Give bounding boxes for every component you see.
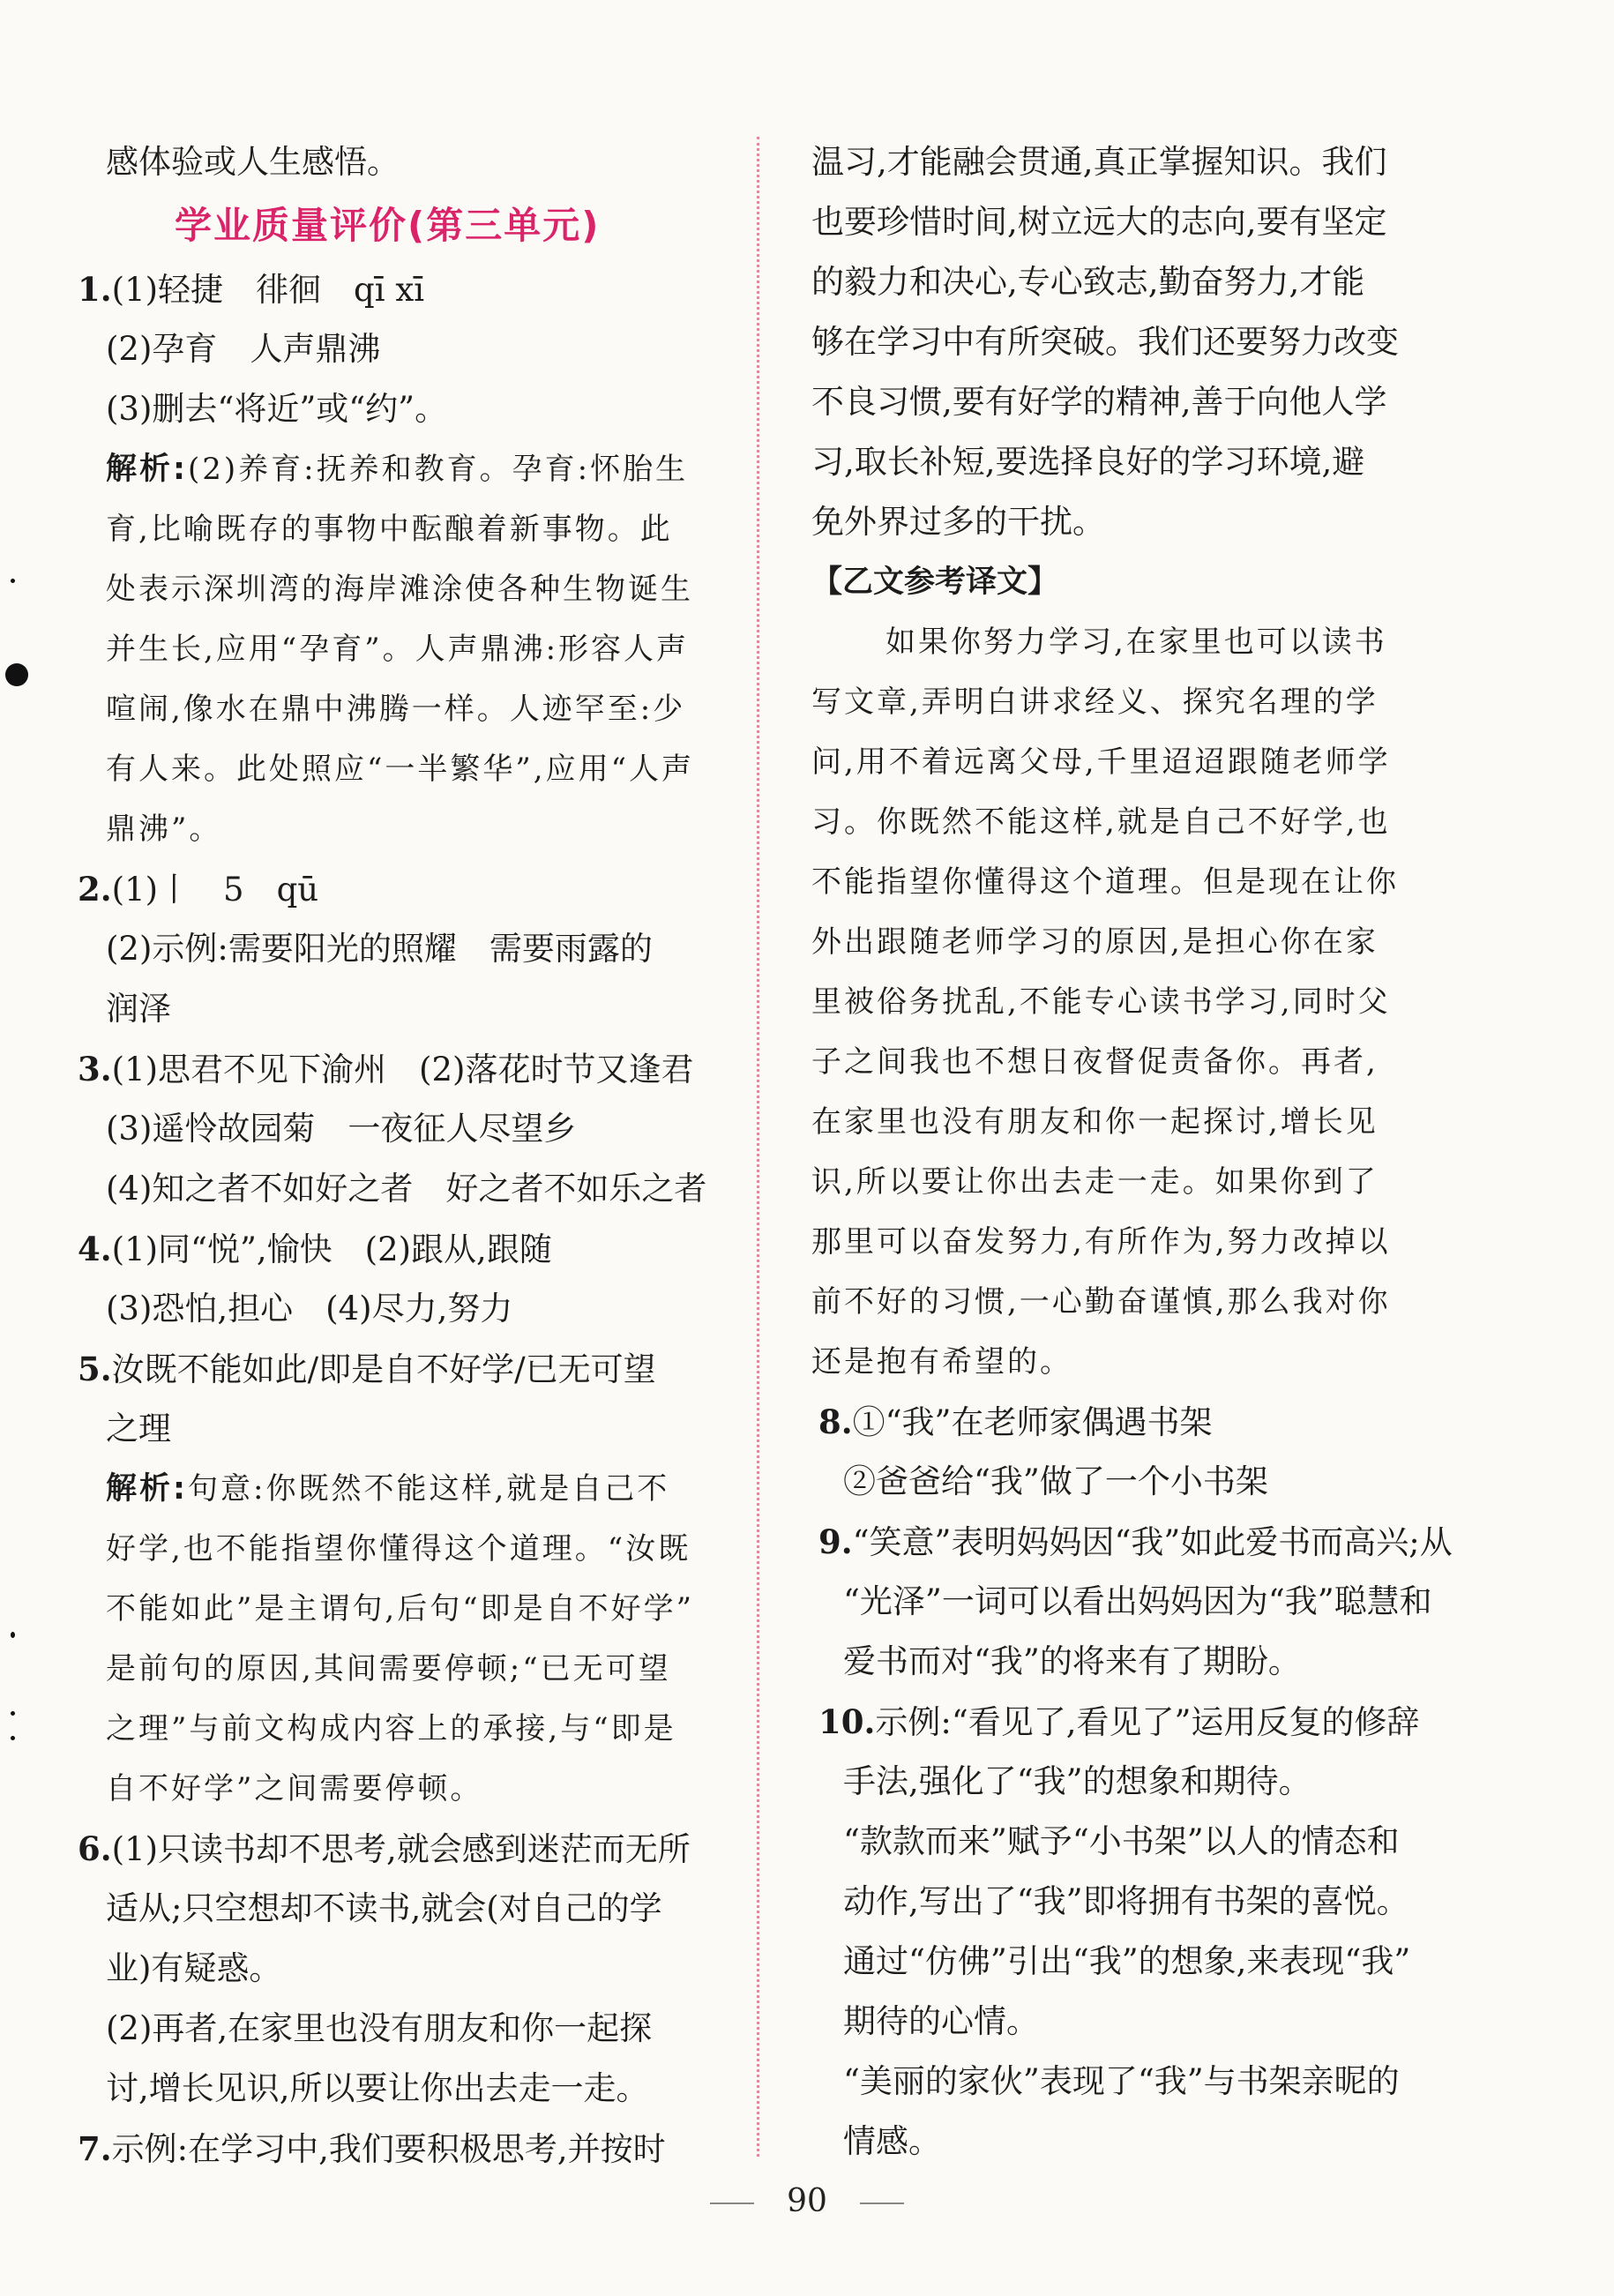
- explanation-line: 还是抱有希望的。: [811, 1344, 1072, 1380]
- answer-line: 手法,强化了“我”的想象和期待。: [843, 1762, 1311, 1800]
- question-number: 4.: [78, 1230, 112, 1268]
- question-number: 3.: [78, 1050, 112, 1088]
- explanation-line: 自不好学”之间需要停顿。: [106, 1771, 483, 1806]
- explanation-line: 喧闹,像水在鼎中沸腾一样。人迹罕至:少: [106, 692, 686, 727]
- question-line: [78, 1819, 748, 1879]
- explanation-line: 育,比喻既存的事物中酝酿着新事物。此: [106, 512, 673, 547]
- left-column: [78, 132, 748, 2179]
- scan-mark: [11, 1711, 15, 1716]
- question-line: [78, 1219, 748, 1279]
- text-line: 够在学习中有所突破。我们还要努力改变: [811, 323, 1399, 361]
- section-heading: 【乙文参考译文】: [811, 565, 1059, 600]
- question-number: 5.: [78, 1350, 112, 1388]
- answer-line: 通过“仿佛”引出“我”的想象,来表现“我”: [843, 1942, 1411, 1980]
- section-title: 学业质量评价(第三单元): [175, 204, 601, 247]
- question-line: [811, 1392, 1446, 1452]
- explanation-line: 在家里也没有朋友和你一起探讨,增长见: [811, 1104, 1379, 1140]
- text-line: 习,取长补短,要选择良好的学习环境,避: [811, 443, 1365, 481]
- explanation-line: 识,所以要让你出去走一走。如果你到了: [811, 1164, 1379, 1200]
- explanation-line: [78, 1459, 748, 1519]
- explanation-label: 解析:: [106, 1471, 188, 1507]
- question-number: 1.: [78, 270, 112, 309]
- explanation-line: 外出跟随老师学习的原因,是担心你在家: [811, 924, 1379, 960]
- question-number: 7.: [78, 2129, 112, 2168]
- answer-line: 润泽: [106, 990, 171, 1028]
- answer-line: (4)知之者不如好之者 好之者不如乐之者: [106, 1170, 707, 1208]
- explanation-text: (2)养育:抚养和教育。孕育:怀胎生: [188, 452, 689, 487]
- question-number: 9.: [818, 1522, 853, 1561]
- text-line: 也要珍惜时间,树立远大的志向,要有坚定: [811, 203, 1387, 241]
- explanation-line: 是前句的原因,其间需要停顿;“已无可望: [106, 1651, 671, 1686]
- answer-text: 汝既不能如此/即是自不好学/已无可望: [111, 1350, 656, 1388]
- answer-line: 感体验或人生感悟。: [106, 143, 400, 181]
- answer-line: (3)恐怕,担心 (4)尽力,努力: [106, 1290, 513, 1327]
- explanation-line: 里被俗务扰乱,不能专心读书学习,同时父: [811, 984, 1391, 1020]
- column-divider: [757, 137, 759, 2157]
- answer-line: (2)孕育 人声鼎沸: [106, 330, 381, 368]
- answer-line: 爱书而对“我”的将来有了期盼。: [843, 1642, 1301, 1680]
- answer-line: “光泽”一词可以看出妈妈因为“我”聪慧和: [843, 1582, 1432, 1620]
- answer-line: (2)再者,在家里也没有朋友和你一起探: [106, 2009, 653, 2047]
- scan-mark: [11, 1632, 15, 1638]
- question-number: 8.: [818, 1402, 853, 1441]
- answer-line: 情感。: [843, 2122, 941, 2160]
- question-line: [811, 1512, 1453, 1572]
- question-number: 6.: [78, 1829, 112, 1868]
- answer-line: “美丽的家伙”表现了“我”与书架亲昵的: [843, 2062, 1400, 2100]
- answer-line: (3)遥怜故园菊 一夜征人尽望乡: [106, 1110, 577, 1148]
- footer-dash-left: [710, 2203, 754, 2204]
- answer-line: 讨,增长见识,所以要让你出去走一走。: [106, 2069, 649, 2107]
- footer-dash-right: [860, 2203, 904, 2204]
- question-number: 2.: [78, 870, 112, 909]
- answer-line: “款款而来”赋予“小书架”以人的情态和: [843, 1822, 1400, 1860]
- answer-line: 之理: [106, 1410, 171, 1447]
- explanation-line: 那里可以奋发努力,有所作为,努力改掉以: [811, 1224, 1391, 1260]
- answer-line: ②爸爸给“我”做了一个小书架: [843, 1462, 1268, 1500]
- text-line: 不良习惯,要有好学的精神,善于向他人学: [811, 383, 1387, 421]
- explanation-line: 问,用不着远离父母,千里迢迢跟随老师学: [811, 744, 1391, 780]
- answer-text: 示例:“看见了,看见了”运用反复的修辞: [875, 1703, 1420, 1741]
- answer-text: (1)轻捷 徘徊 qī xī: [111, 271, 425, 309]
- explanation-line: 不能指望你懂得这个道理。但是现在让你: [811, 864, 1399, 900]
- explanation-line: 处表示深圳湾的海岸滩涂使各种生物诞生: [106, 572, 693, 607]
- answer-text: (1)只读书却不思考,就会感到迷茫而无所: [111, 1830, 691, 1868]
- answer-text: (1)同“悦”,愉快 (2)跟从,跟随: [111, 1230, 552, 1268]
- page-number: 90: [787, 2183, 827, 2219]
- explanation-line: 习。你既然不能这样,就是自己不好学,也: [811, 804, 1391, 840]
- scan-mark: [11, 1736, 15, 1740]
- answer-text: 示例:在学习中,我们要积极思考,并按时: [111, 2130, 666, 2168]
- scan-mark: [11, 579, 15, 583]
- explanation-line: 之理”与前文构成内容上的承接,与“即是: [106, 1711, 676, 1746]
- explanation-line: 前不好的习惯,一心勤奋谨慎,那么我对你: [811, 1284, 1391, 1320]
- explanation-line: 子之间我也不想日夜督促责备你。再者,: [811, 1044, 1379, 1080]
- answer-text: (1)思君不见下渝州 (2)落花时节又逢君: [111, 1051, 694, 1088]
- text-line: 温习,才能融会贯通,真正掌握知识。我们: [811, 143, 1387, 181]
- explanation-line: [78, 439, 748, 499]
- answer-text: “笑意”表明妈妈因“我”如此爱书而高兴;从: [852, 1523, 1453, 1561]
- explanation-line: 好学,也不能指望你懂得这个道理。“汝既: [106, 1531, 691, 1567]
- answer-line: 期待的心情。: [843, 2002, 1039, 2040]
- answer-line: 业)有疑惑。: [106, 1949, 282, 1987]
- explanation-line: 有人来。此处照应“一半繁华”,应用“人声: [106, 752, 694, 787]
- explanation-line: 不能如此”是主谓句,后句“即是自不好学”: [106, 1591, 694, 1627]
- explanation-line: 并生长,应用“孕育”。人声鼎沸:形容人声: [106, 632, 690, 667]
- text-line: 的毅力和决心,专心致志,勤奋努力,才能: [811, 263, 1365, 301]
- answer-text: (1)丨 5 qū: [111, 871, 319, 909]
- page-footer: [0, 2183, 1614, 2219]
- explanation-line: 如果你努力学习,在家里也可以读书: [885, 624, 1387, 660]
- answer-line: (2)示例:需要阳光的照耀 需要雨露的: [106, 930, 653, 968]
- answer-line: (3)删去“将近”或“约”。: [106, 390, 448, 428]
- answer-line: 适从;只空想却不读书,就会(对自己的学: [106, 1889, 662, 1927]
- question-line: [78, 859, 748, 919]
- question-line: [811, 1692, 1446, 1752]
- scan-mark: [5, 663, 28, 686]
- explanation-label: 解析:: [106, 452, 188, 487]
- question-line: [78, 2119, 748, 2179]
- answer-text: ①“我”在老师家偶遇书架: [852, 1403, 1213, 1441]
- right-column: [811, 132, 1453, 2172]
- question-line: [78, 259, 748, 319]
- question-line: [78, 1339, 748, 1399]
- text-line: 免外界过多的干扰。: [811, 503, 1105, 541]
- explanation-line: 写文章,弄明白讲求经义、探究名理的学: [811, 684, 1379, 720]
- question-number: 10.: [818, 1702, 876, 1741]
- question-line: [78, 1039, 748, 1099]
- answer-line: 动作,写出了“我”即将拥有书架的喜悦。: [843, 1882, 1409, 1920]
- explanation-text: 句意:你既然不能这样,就是自己不: [188, 1471, 670, 1507]
- explanation-line: 鼎沸”。: [106, 811, 222, 847]
